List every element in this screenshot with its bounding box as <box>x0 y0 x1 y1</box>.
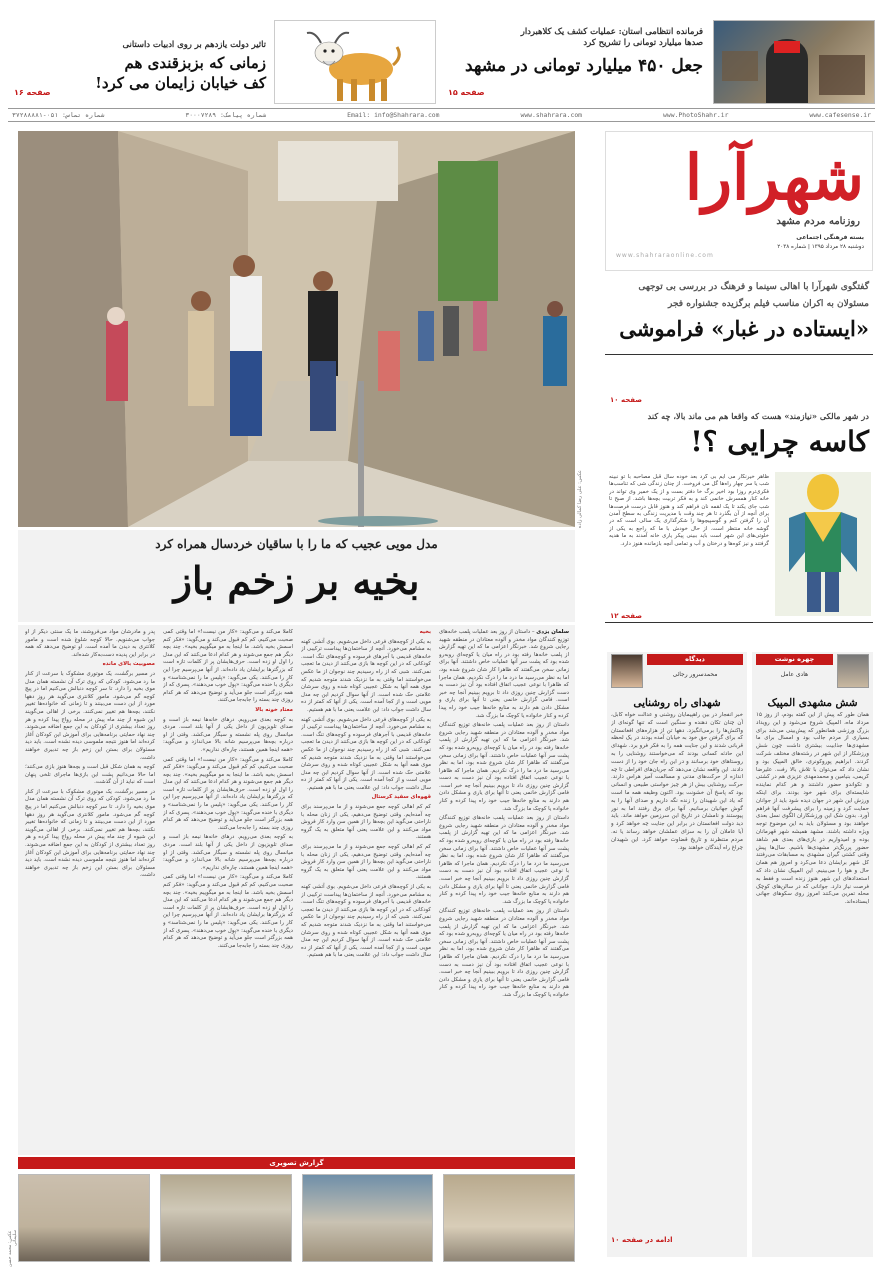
goat-illustration <box>274 20 436 104</box>
masthead-date-issue: دوشنبه ۲۸ مرداد ۱۳۹۵ | شماره ۲۰۳۸ <box>777 244 864 250</box>
teaser-left-kicker: تاثیر دولت یازدهم بر روی ادبیات داستانی <box>122 39 266 49</box>
lead-col3-text: کاملا می‌کند و می‌گوید: «کار من نیست!» اما وقتی کمی صحبت می‌کنیم، کم کم قبول می‌کند و می‌گوید: «فکر کنم اسمش بخیه باشد. ما اینجا به مو میگوییم بخیه». چند بچه دیگر هم جمع می‌شوند و هر کدام ادعا می‌کنند که این مدل را اول او زده است. حرف‌هایشان پر از کلمات تازه است که بزرگترها برایشان یاد داده‌اند. از آنها می‌پرسیم چرا این کار را می‌کنند. یکی می‌گوید: «پلیس ما را نمی‌شناسد» و دیگری با خنده می‌گوید: «پول خوب می‌دهند». پسری که از همه بزرگتر است جلو می‌آید و توضیح می‌دهد که هر کدام روزی چند بسته را جابه‌جا می‌کنند. <box>163 629 293 704</box>
cinema-page[interactable]: صفحه ۱۰ <box>610 396 643 404</box>
info-web-3[interactable]: www.shahrara.com <box>520 111 583 119</box>
lead-col4-head: مصوبیت بالای مانده <box>102 661 155 668</box>
masthead-site[interactable]: www.shahraraonline.com <box>616 252 714 259</box>
column-left-tag: چهره نوشت <box>756 654 833 665</box>
lead-headline[interactable] <box>18 530 575 622</box>
lead-col-2 <box>301 629 431 1151</box>
lead-col4-text: پدر و مادرشان مواد می‌فروشند، ما یک سنتی دیگر از او جواب می‌شنویم. حالا کوچه شلوغ شده است و مامور کلانتری به دیدن ما آمده است. او توضیح می‌دهد که همه در برابر این پدیده دست‌به‌کار شده‌اند. <box>25 629 155 658</box>
lead-photo-credit: عکس: علی رضا کمالی زاده <box>577 470 583 529</box>
column-left-title: شش مشهدی المپیک <box>767 697 858 709</box>
lead-col1-text-b: داستان از روز بعد عملیات پلمب خانه‌های توزیع کنندگان مواد مخدر و آلوده معتادان در منطقه شهید رجایی شروع شد. خبرنگار اعزامی ما که این تهیه گزارش از پلمب خانه‌ها رفته بود در راه میان یا کوچه‌ای روبه‌رو شده بود که پشت سر آنها عملیات خاص داشتند. آنها برای زمانی سخن می‌گفتند که ظاهرا کار شان شروع شده بود، اما به نظر می‌رسید ما درد ما را درک نکردیم. همان ماجرا که ظاهرا با نوعی عجیب اتفاق افتاده بود آن نیز دست به دست گزارش چنین روزی داد تا برویم ببینیم آنجا چه خبر است. فامی گزارش خانمی یعنی تا آنها برای یاری و مشکل دادن هم دارند به منابع خانه‌ها جیب خود راه پیدا کرده و کنار خانواده یا کوچک ما بزرگ شد. <box>439 722 569 812</box>
lead-col-1: سلمان یزدی – داستان از روز بعد عملیات پلمب خانه‌های توزیع کنندگان مواد مخدر و آلوده معتادان در منطقه شهید رجایی شروع شد. خبرنگار اعزامی ما که این تهیه گزارش از پلمب خانه‌ها رفته بود در راه میان یا کوچه‌ای روبه‌رو شده بود که پشت سر آنها عملیات خاص داشتند. آنها برای زمانی سخن می‌گفتند که ظاهرا کار شان شروع شده بود، اما به نظر می‌رسید ما درد ما را درک نکردیم. همان ماجرا که ظاهرا با نوعی عجیب اتفاق افتاده بود آن نیز دست به دست گزارش چنین روزی داد تا برویم ببینیم آنجا چه خبر است. فامی گزارش خانمی یعنی تا آنها برای یاری و مشکل دادن هم دارند به منابع خانه‌ها جیب خود راه پیدا کرده و کنار خانواده یا کوچک ما بزرگ شد. داستان از روز بعد عملیات پلمب خانه‌های توزیع کنندگان مواد مخدر و آلوده معتادان در منطقه شهید رجایی شروع شد. خبرنگار اعزامی ما که این تهیه گزارش از پلمب خانه‌ها رفته بود در راه میان یا کوچه‌ای روبه‌رو شده بود که پشت سر آنها عملیات خاص داشتند. آنها برای زمانی سخن می‌گفتند که ظاهرا کار شان شروع شده بود، اما به نظر می‌رسید ما درد ما را درک نکردیم. همان ماجرا که ظاهرا با نوعی عجیب اتفاق افتاده بود آن نیز دست به دست گزارش چنین روزی داد تا برویم ببینیم آنجا چه خبر است. فامی گزارش خانمی یعنی تا آنها برای یاری و مشکل دادن هم دارند به منابع خانه‌ها جیب خود راه پیدا کرده و کنار خانواده یا کوچک ما بزرگ شد. داستان از روز بعد عملیات پلمب خانه‌های توزیع کنندگان مواد مخدر و آلوده معتادان در منطقه شهید رجایی شروع شد. خبرنگار اعزامی ما که این تهیه گزارش از پلمب خانه‌ها رفته بود در راه میان یا کوچه‌ای روبه‌رو شده بود که پشت سر آنها عملیات خاص داشتند. آنها برای زمانی سخن می‌گفتند که ظاهرا کار شان شروع شده بود، اما به نظر می‌رسید ما درد ما را درک نکردیم. همان ماجرا که ظاهرا با نوعی عجیب اتفاق افتاده بود آن نیز دست به دست گزارش چنین روزی داد تا برویم ببینیم آنجا چه خبر است. فامی گزارش خانمی یعنی تا آنها برای یاری و مشکل دادن هم دارند به منابع خانه‌ها جیب خود راه پیدا کرده و کنار خانواده یا کوچک ما بزرگ شد. داستان از روز بعد عملیات پلمب خانه‌های توزیع کنندگان مواد مخدر و آلوده معتادان در منطقه شهید رجایی شروع شد. خبرنگار اعزامی ما که این تهیه گزارش از پلمب خانه‌ها رفته بود در راه میان یا کوچه‌ای روبه‌رو شده بود که پشت سر آنها عملیات خاص داشتند. آنها برای زمانی سخن می‌گفتند که ظاهرا کار شان شروع شده بود، اما به نظر می‌رسید ما درد ما را درک نکردیم. همان ماجرا که ظاهرا با نوعی عجیب اتفاق افتاده بود آن نیز دست به دست گزارش چنین روزی داد تا برویم ببینیم آنجا چه خبر است. فامی گزارش خانمی یعنی تا آنها برای یاری و مشکل دادن هم دارند به منابع خانه‌ها جیب خود راه پیدا کرده و کنار خانواده یا کوچک ما بزرگ شد. <box>439 629 569 998</box>
story-bowl[interactable] <box>605 410 873 620</box>
lead-col3b-text-b: به کوچه بعدی می‌رویم. درهای خانه‌ها نیمه باز است و صدای تلویزیون از داخل یکی از آنها بلند است. مردی میانسال روی پله نشسته و سیگار می‌کشد. وقتی از او درباره بچه‌ها می‌پرسیم شانه بالا می‌اندازد و می‌گوید: «همه اینجا همین هستند، چاره‌ای نداریم». <box>163 834 293 871</box>
masthead-section: بسته فرهنگی اجتماعی <box>796 234 864 241</box>
lead-col4b-text: در مسیر برگشت، یک موتوری مشکوک با سرعت از کنار ما رد می‌شود. کودکی که روی ترک آن نشسته همان مدل موی بخیه را دارد. تا سر کوچه دنبالش می‌کنیم اما در پیچ کوچه گم می‌شود. مامور کلانتری می‌گوید هر روز دهها مورد از این دست می‌بینند و تا زمانی که خانواده‌ها تغییر نکنند، بچه‌ها هم تغییر نمی‌کنند. برخی از اهالی می‌گویند این شیوه از چند ماه پیش در محله رواج پیدا کرده و هر روز تعداد بیشتری از کودکان به این جمع اضافه می‌شوند. چند نهاد حمایتی برنامه‌هایی برای آموزش این کودکان آغاز کرده‌اند اما هنوز نتیجه ملموسی دیده نشده است. باید دید مسئولان برای بستن این زخم باز چه تدبیری خواهند داشت. <box>25 670 155 761</box>
column-left-author: هادی عامل <box>780 671 809 678</box>
teaser-right-kicker-1: فرمانده انتظامی استان: عملیات کشف یک کلاهبردار <box>520 26 703 36</box>
bowl-illustration <box>775 472 871 616</box>
lead-author: سلمان یزدی <box>536 629 569 635</box>
bowl-rule <box>605 622 873 623</box>
column-right-more[interactable]: ادامه در صفحه ۱۰ <box>611 1236 673 1244</box>
column-left-avatar <box>837 654 869 688</box>
cinema-kicker-2: مسئولان به اکران مناسب فیلم برگزیده جشنواره فجر <box>668 299 869 309</box>
lead-col2-head-2: قهوه‌ای سفید کرستال <box>371 794 431 801</box>
teaser-right-title: جعل ۴۵۰ میلیارد تومانی در مشهد <box>464 56 703 76</box>
bowl-page[interactable]: صفحه ۱۲ <box>610 612 643 620</box>
lead-col-4 <box>25 629 155 1151</box>
lead-col3b-text: به کوچه بعدی می‌رویم. درهای خانه‌ها نیمه باز است و صدای تلویزیون از داخل یکی از آنها بلند است. مردی میانسال روی پله نشسته و سیگار می‌کشد. وقتی از او درباره بچه‌ها می‌پرسیم شانه بالا می‌اندازد و می‌گوید: «همه اینجا همین هستند، چاره‌ای نداریم». <box>163 716 293 753</box>
lead-col4b-text-b: در مسیر برگشت، یک موتوری مشکوک با سرعت از کنار ما رد می‌شود. کودکی که روی ترک آن نشسته همان مدل موی بخیه را دارد. تا سر کوچه دنبالش می‌کنیم اما در پیچ کوچه گم می‌شود. مامور کلانتری می‌گوید هر روز دهها مورد از این دست می‌بینند و تا زمانی که خانواده‌ها تغییر نکنند، بچه‌ها هم تغییر نمی‌کنند. برخی از اهالی می‌گویند این شیوه از چند ماه پیش در محله رواج پیدا کرده و هر روز تعداد بیشتری از کودکان به این جمع اضافه می‌شوند. چند نهاد حمایتی برنامه‌هایی برای آموزش این کودکان آغاز کرده‌اند اما هنوز نتیجه ملموسی دیده نشده است. باید دید مسئولان برای بستن این زخم باز چه تدبیری خواهند داشت. <box>25 788 155 879</box>
lead-col2-text: به یکی از کوچه‌های فرعی داخل می‌شویم. بوی آتشی کهنه به مشامم می‌خورد. آنچه از ساختمان‌ها پیداست ترکیبی از خانه‌های قدیمی با آجرهای فرسوده و کوچه‌های تنگ است. کودکانی که در این کوچه ها بازی می‌کنند از دیدن ما تعجب نمی‌کنند. شبی که از راه رسیدیم چند نوجوان از ما عکس می‌خواستند اما وقتی به ما نزدیک شدند متوجه شدیم که موی همه آنها به شکل عجیبی کوتاه شده و روی سرشان علامتی حک شده است. از آنها سوال کردیم این چه مدل مویی است و از کجا آمده است. یکی از آنها که کمتر از ده سال داشت جواب داد: این علامت یعنی ما با هم هستیم. <box>301 638 431 713</box>
bowl-title: کاسه چرایی ؟! <box>690 425 869 458</box>
column-right-avatar <box>611 654 643 688</box>
masthead-logo: شهرآرا <box>684 141 864 214</box>
lead-col2-text-c: به یکی از کوچه‌های فرعی داخل می‌شویم. بوی آتشی کهنه به مشامم می‌خورد. آنچه از ساختمان‌ها پیداست ترکیبی از خانه‌های قدیمی با آجرهای فرسوده و کوچه‌های تنگ است. کودکانی که در این کوچه ها بازی می‌کنند از دیدن ما تعجب نمی‌کنند. شبی که از راه رسیدیم چند نوجوان از ما عکس می‌خواستند اما وقتی به ما نزدیک شدند متوجه شدیم که موی همه آنها به شکل عجیبی کوتاه شده و روی سرشان علامتی حک شده است. از آنها سوال کردیم این چه مدل مویی است و از کجا آمده است. یکی از آنها که کمتر از ده سال داشت جواب داد: این علامت یعنی ما با هم هستیم. <box>301 884 431 959</box>
lead-col3-text-c: کاملا می‌کند و می‌گوید: «کار من نیست!» اما وقتی کمی صحبت می‌کنیم، کم کم قبول می‌کند و می‌گوید: «فکر کنم اسمش بخیه باشد. ما اینجا به مو میگوییم بخیه». چند بچه دیگر هم جمع می‌شوند و هر کدام ادعا می‌کنند که این مدل را اول او زده است. حرف‌هایشان پر از کلمات تازه است که بزرگترها برایشان یاد داده‌اند. از آنها می‌پرسیم چرا این کار را می‌کنند. یکی می‌گوید: «پلیس ما را نمی‌شناسد» و دیگری با خنده می‌گوید: «پول خوب می‌دهند». پسری که از همه بزرگتر است جلو می‌آید و توضیح می‌دهد که هر کدام روزی چند بسته را جابه‌جا می‌کنند. <box>163 874 293 949</box>
teaser-right-photo[interactable] <box>713 20 875 104</box>
lead-col3-text-b: کاملا می‌کند و می‌گوید: «کار من نیست!» اما وقتی کمی صحبت می‌کنیم، کم کم قبول می‌کند و می‌گوید: «فکر کنم اسمش بخیه باشد. ما اینجا به مو میگوییم بخیه». چند بچه دیگر هم جمع می‌شوند و هر کدام ادعا می‌کنند که این مدل را اول او زده است. حرف‌هایشان پر از کلمات تازه است که بزرگترها برایشان یاد داده‌اند. از آنها می‌پرسیم چرا این کار را می‌کنند. یکی می‌گوید: «پلیس ما را نمی‌شناسد» و دیگری با خنده می‌گوید: «پول خوب می‌دهند». پسری که از همه بزرگتر است جلو می‌آید و توضیح می‌دهد که هر کدام روزی چند بسته را جابه‌جا می‌کنند. <box>163 756 293 831</box>
lead-col1-text: داستان از روز بعد عملیات پلمب خانه‌های توزیع کنندگان مواد مخدر و آلوده معتادان در منطقه شهید رجایی شروع شد. خبرنگار اعزامی ما که این تهیه گزارش از پلمب خانه‌ها رفته بود در راه میان یا کوچه‌ای روبه‌رو شده بود که پشت سر آنها عملیات خاص داشتند. آنها برای زمانی سخن می‌گفتند که ظاهرا کار شان شروع شده بود، اما به نظر می‌رسید ما درد ما را درک نکردیم. همان ماجرا که ظاهرا با نوعی عجیب اتفاق افتاده بود آن نیز دست به دست گزارش چنین روزی داد تا برویم ببینیم آنجا چه خبر است. فامی گزارش خانمی یعنی تا آنها برای یاری و مشکل دادن هم دارند به منابع خانه‌ها جیب خود راه پیدا کرده و کنار خانواده یا کوچک ما بزرگ شد. <box>439 629 569 719</box>
teaser-left-title-2: کف خیابان زایمان می کرد! <box>95 74 266 92</box>
top-teaser-bar <box>8 18 875 106</box>
lead-photo[interactable] <box>18 131 575 527</box>
column-left-body: همان طور که پیش از این گفته بودم، از روز ۱۵ مرداد ماه، المپیک شروع می‌شود و این رویداد بزرگ ورزشی همانطور که پیش‌بینی می‌شد برای بسیاری از مردم جالب بود و امسال برای ما مشهدی‌ها جذابیت بیشتری داشت چون شش ورزشکار از این شهر در رشته‌های مختلف شرکت کردند. ابراهیم پوروکونری، خالق المپیک بود و نشان داد که می‌توان با تلاش بالا رفت. علیرضا کریمی، بنیامین و محمدمهدی عزیزی هم در کشتی و تکواندو حضور داشتند و هر کدام نماینده شایسته‌ای برای شهر خود بودند. برای اینکه ورزش این شهر در جهان دیده شود باید از جوانان حمایت کرد و زمینه را برای پیشرفت آنها فراهم آورد. بدون شک این ورزشکاران الگوی نسل بعدی خواهند بود و مسئولان باید به این موضوع توجه ویژه داشته باشند. مشهد همیشه شهر قهرمانان بوده و امیدواریم در بازی‌های بعدی هم شاهد حضور پررنگ‌تر مشهدی‌ها باشیم. سال‌ها پیش وقتی کشتی گیران مشهدی به مسابقات می‌رفتند کل شهر برایشان دعا می‌کرد و امروز هم همان حال و هوا را می‌بینیم. این المپیک نشان داد که استعدادهای این شهر هنوز زنده است و فقط به فرصت نیاز دارد. جوانانی که در سالن‌های کوچک محله تمرین می‌کنند امروز روی سکوهای جهانی ایستاده‌اند. <box>756 712 869 906</box>
lead-col2b-text-b: کم کم اهالی کوچه جمع می‌شوند و از ما می‌پرسند برای چه آمده‌ایم. وقتی توضیح می‌دهیم، یکی از زنان محله با ناراحتی می‌گوید این بچه‌ها را از همین سن وارد کار فروش مواد می‌کنند و این علامت یعنی آنها متعلق به یک گروه هستند. <box>301 844 431 881</box>
teaser-left-text[interactable] <box>8 38 266 93</box>
report-photo-2[interactable] <box>302 1174 434 1262</box>
lead-col4c-text: کوچه به همان شکل قبل است و بچه‌ها هنوز بازی می‌کنند؛ اما حالا می‌دانیم پشت این بازی‌ها ماجرای تلخی پنهان است که نباید از آن گذشت. <box>25 764 155 786</box>
column-left <box>752 652 873 1257</box>
info-sms: شماره پیامک: ۳۰۰۰۷۲۸۹ <box>185 111 267 119</box>
lead-title: بخیه بر زخم باز <box>173 558 420 603</box>
column-right <box>607 652 747 1257</box>
lead-col2b-text: کم کم اهالی کوچه جمع می‌شوند و از ما می‌پرسند برای چه آمده‌ایم. وقتی توضیح می‌دهیم، یکی از زنان محله با ناراحتی می‌گوید این بچه‌ها را از همین سن وارد کار فروش مواد می‌کنند و این علامت یعنی آنها متعلق به یک گروه هستند. <box>301 804 431 841</box>
teaser-right-page[interactable]: صفحه ۱۵ <box>448 88 485 97</box>
lead-col2-head: بخیه <box>419 629 431 635</box>
lead-col-3 <box>163 629 293 1151</box>
column-right-tag: دیدگاه <box>647 654 743 665</box>
photo-report-strip <box>18 1174 575 1262</box>
info-web-1[interactable]: www.cafesense.ir <box>809 111 871 119</box>
info-bar <box>8 108 875 122</box>
cinema-rule <box>605 354 873 355</box>
story-cinema[interactable] <box>605 278 873 396</box>
lead-kicker: مدل مویی عجیب که ما را با ساقیان خردسال همراه کرد <box>155 537 438 551</box>
masthead-subtitle: روزنامه مردم مشهد <box>776 216 860 227</box>
cinema-kicker-1: گفتگوی شهرآرا با اهالی سینما و فرهنگ در بررسی بی توجهی <box>638 282 869 292</box>
teaser-left-page[interactable]: صفحه ۱۶ <box>14 88 51 97</box>
bowl-body: ظاهر خیرنگار می آیم بی گرد بعد خوده سال قبل مصاحبه با تو نبینه شب یا سر چهار راه‌ها گل می فروخت. از چنان زندگی شی که تناسب‌ها فکری‌ترم روزا بود اخیر برگ خا دفتر بست و از یک خمیر وی تواند در خانه کنار همسرش خانمی کند و به فکر تربیت بچه‌ها باشد. از صبح تا شب جای یکند تا یک لقمه نان فراهم کند و هنوز قابل درست فرصت‌ها برای آنچه از آن بگذرد تا هر چند وقت با مدیریت زندگی به سطح آمدن آن را گرفتن کنم و گوسپیچوها را شکرگذاری یک سالی است که در گوشه خانه منتظر است. از حال خودش با ما که راجع به یکی از خلوتی‌های این شهر است باید ببینی پیکر یاری خانه آمدند به ما هدیه گرفتند و نیز کوه‌ها و درختان و آب و تمامی آنچه بازمانده هنوز دارد. <box>609 474 769 547</box>
info-phone: شماره تماس: ۰۵۱-۳۷۲۸۸۸۸۱ <box>12 111 105 119</box>
lead-col1-text-c: داستان از روز بعد عملیات پلمب خانه‌های توزیع کنندگان مواد مخدر و آلوده معتادان در منطقه شهید رجایی شروع شد. خبرنگار اعزامی ما که این تهیه گزارش از پلمب خانه‌ها رفته بود در راه میان یا کوچه‌ای روبه‌رو شده بود که پشت سر آنها عملیات خاص داشتند. آنها برای زمانی سخن می‌گفتند که ظاهرا کار شان شروع شده بود، اما به نظر می‌رسید ما درد ما را درک نکردیم. همان ماجرا که ظاهرا با نوعی عجیب اتفاق افتاده بود آن نیز دست به دست گزارش چنین روزی داد تا برویم ببینیم آنجا چه خبر است. فامی گزارش خانمی یعنی تا آنها برای یاری و مشکل دادن هم دارند به منابع خانه‌ها جیب خود راه پیدا کرده و کنار خانواده یا کوچک ما بزرگ شد. <box>439 815 569 905</box>
report-photo-1[interactable] <box>443 1174 575 1262</box>
bowl-kicker: در شهر مالکی «نیازمند» هست که واقعا هم می ماند بالا، چه کند <box>647 411 869 421</box>
cinema-title: «ایستاده در غبار» فراموشی <box>619 316 869 341</box>
column-right-author: محمدسرور رجائی <box>672 671 718 678</box>
masthead[interactable] <box>605 131 873 271</box>
column-right-body: خبر انفجار در بین راهپیمایان روشنی و عدالت خواه کابل، آن چنان تکان دهنده و سنگین است که تنها گونه‌ای از واکنش‌ها را برمی‌انگیزد. دهها تن از هزاره‌های افغانستان که برای گرفتن حق خود به خیابان آمده بودند در یک لحظه قربانی شدند و این جنایت همه را به فکر فرو برد. شهدای این حادثه کسانی بودند که می‌خواستند روشنایی را به روستاهای خود برسانند و در این راه جان خود را از دست دادند. این واقعه نشان می‌دهد که جریان‌های افراطی تا چه اندازه از حرکت‌های مدنی و مسالمت آمیز هراس دارند. حرکت روشنایی بیش از هر چیز خواستی طبیعی و انسانی بود که پاسخ آن خشونت بود. اکنون وظیفه همه ما است که یاد این شهیدان را زنده نگه داریم و صدای آنها را به گوش جهانیان برسانیم. آنها برای برق رفتند اما به نور پیوستند و نامشان در تاریخ این سرزمین خواهد ماند. باید دید دولت افغانستان در برابر این جنایت چه خواهد کرد و آیا عاملان آن را به سزای عملشان خواهد رساند یا نه. مردم منتظرند و تاریخ قضاوت خواهد کرد. این شهیدان چراغ راه آیندگان خواهند بود. <box>611 712 743 851</box>
lead-col1-text-d: داستان از روز بعد عملیات پلمب خانه‌های توزیع کنندگان مواد مخدر و آلوده معتادان در منطقه شهید رجایی شروع شد. خبرنگار اعزامی ما که این تهیه گزارش از پلمب خانه‌ها رفته بود در راه میان یا کوچه‌ای روبه‌رو شده بود که پشت سر آنها عملیات خاص داشتند. آنها برای زمانی سخن می‌گفتند که ظاهرا کار شان شروع شده بود، اما به نظر می‌رسید ما درد ما را درک نکردیم. همان ماجرا که ظاهرا با نوعی عجیب اتفاق افتاده بود آن نیز دست به دست گزارش چنین روزی داد تا برویم ببینیم آنجا چه خبر است. فامی گزارش خانمی یعنی تا آنها برای یاری و مشکل دادن هم دارند به منابع خانه‌ها جیب خود راه پیدا کرده و کنار خانواده یا کوچک ما بزرگ شد. <box>439 908 569 998</box>
teaser-left-title-1: زمانی که بزبزقندی هم <box>124 54 266 72</box>
lead-col3-head: معتاد خونه بالا <box>255 706 293 713</box>
teaser-right-text[interactable] <box>441 26 703 78</box>
info-web-2[interactable]: www.PhotoShahr.ir <box>663 111 729 119</box>
report-photo-4[interactable] <box>18 1174 150 1262</box>
report-photo-3[interactable] <box>160 1174 292 1262</box>
photo-report-credit: عکس: محمد حسن سلیمانی <box>8 1230 18 1267</box>
photo-report-label: گزارش تصویری <box>269 1159 324 1167</box>
column-right-title: شهدای راه روشنایی <box>633 697 721 709</box>
lead-col2-text-b: به یکی از کوچه‌های فرعی داخل می‌شویم. بوی آتشی کهنه به مشامم می‌خورد. آنچه از ساختمان‌ها پیداست ترکیبی از خانه‌های قدیمی با آجرهای فرسوده و کوچه‌های تنگ است. کودکانی که در این کوچه ها بازی می‌کنند از دیدن ما تعجب نمی‌کنند. شبی که از راه رسیدیم چند نوجوان از ما عکس می‌خواستند اما وقتی به ما نزدیک شدند متوجه شدیم که موی همه آنها به شکل عجیبی کوتاه شده و روی سرشان علامتی حک شده است. از آنها سوال کردیم این چه مدل مویی است و از کجا آمده است. یکی از آنها که کمتر از ده سال داشت جواب داد: این علامت یعنی ما با هم هستیم. <box>301 716 431 791</box>
info-email[interactable]: Email: info@Shahrara.com <box>347 111 440 119</box>
lead-body <box>18 625 575 1155</box>
teaser-right-kicker-2: صدها میلیارد تومانی را تشریح کرد <box>583 37 703 47</box>
photo-report-bar[interactable] <box>18 1157 575 1169</box>
